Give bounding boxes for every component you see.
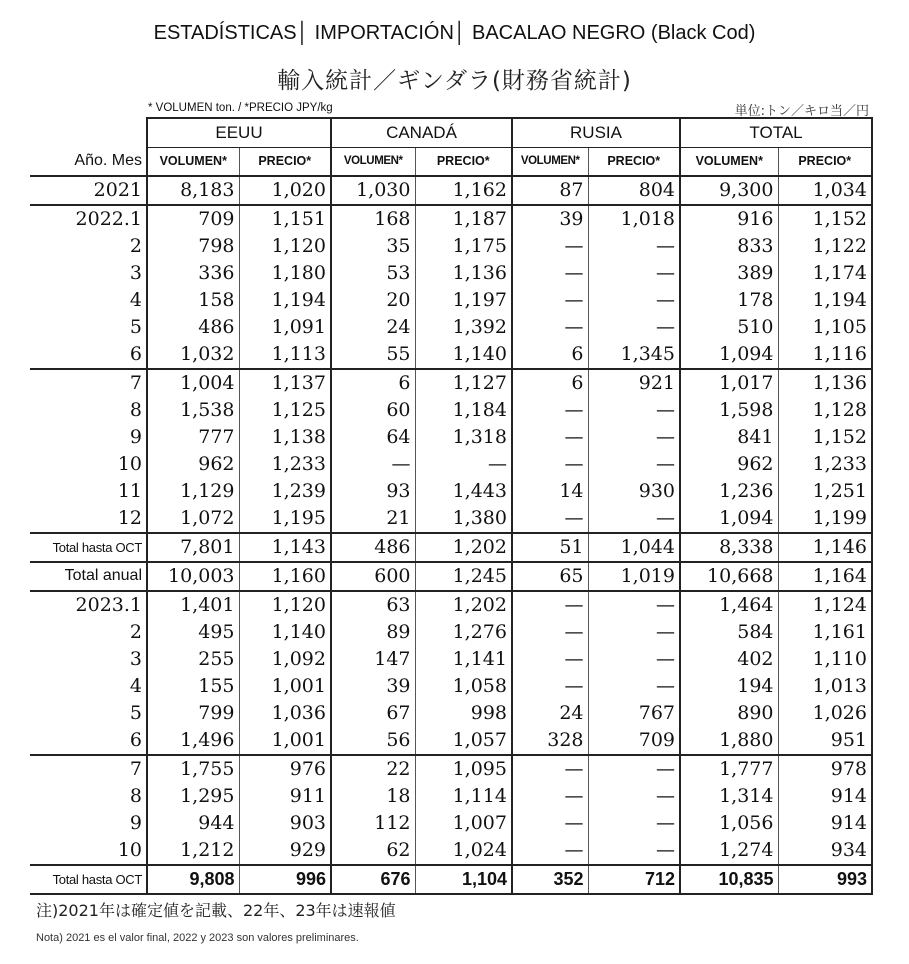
table-row <box>30 451 872 478</box>
volume-cell: 18 <box>331 783 415 810</box>
group-header-eeuu: EEUU <box>147 118 331 148</box>
units-note: * VOLUMEN ton. / *PRECIO JPY/kg <box>148 102 333 114</box>
price-cell: — <box>588 397 680 424</box>
table-row <box>30 397 872 424</box>
price-cell: 1,195 <box>239 505 331 533</box>
row-label: 7 <box>30 755 147 783</box>
volume-cell: 1,401 <box>147 591 239 619</box>
volume-cell: 1,496 <box>147 727 239 755</box>
price-cell: 1,137 <box>239 369 331 397</box>
table-row <box>30 505 872 533</box>
group-header-total: TOTAL <box>680 118 872 148</box>
price-cell: 1,120 <box>239 233 331 260</box>
volume-cell: — <box>512 619 588 646</box>
volume-cell: 962 <box>680 451 778 478</box>
price-cell: 921 <box>588 369 680 397</box>
table-row <box>30 673 872 700</box>
price-cell: 934 <box>778 837 872 865</box>
volume-cell: 1,017 <box>680 369 778 397</box>
footnote-japanese: 注)2021年は確定値を記載、22年、23年は速報値 <box>36 901 396 920</box>
price-cell: 1,140 <box>415 341 512 369</box>
row-label: 9 <box>129 812 142 834</box>
price-cell: 1,233 <box>239 451 331 478</box>
table-row <box>30 176 872 205</box>
volume-cell: 600 <box>331 562 415 591</box>
price-cell: 903 <box>239 810 331 837</box>
volume-cell: 402 <box>680 646 778 673</box>
volume-cell: 178 <box>680 287 778 314</box>
table-row <box>30 837 872 865</box>
price-cell: 1,091 <box>239 314 331 341</box>
price-cell: 1,136 <box>415 260 512 287</box>
volume-cell: 1,598 <box>680 397 778 424</box>
volume-cell: 841 <box>680 424 778 451</box>
volume-cell: 916 <box>680 205 778 233</box>
volume-cell: 1,072 <box>147 505 239 533</box>
volume-cell: 6 <box>512 341 588 369</box>
price-cell: 1,136 <box>778 369 872 397</box>
price-cell: 1,345 <box>588 341 680 369</box>
price-cell: — <box>588 755 680 783</box>
price-cell: 1,162 <box>415 176 512 205</box>
volume-cell: 1,032 <box>147 341 239 369</box>
volume-cell: 676 <box>331 865 415 894</box>
table-row <box>30 424 872 451</box>
volume-cell: — <box>512 287 588 314</box>
price-cell: 1,095 <box>415 755 512 783</box>
volume-cell: 1,274 <box>680 837 778 865</box>
row-label: 6 <box>129 729 142 751</box>
volume-cell: 962 <box>147 451 239 478</box>
volume-cell: — <box>512 837 588 865</box>
volume-cell: 89 <box>331 619 415 646</box>
volume-cell: 486 <box>147 314 239 341</box>
price-cell: — <box>588 314 680 341</box>
volume-cell: — <box>512 591 588 619</box>
price-cell: — <box>588 646 680 673</box>
group-header-rusia: RUSIA <box>512 118 680 148</box>
price-cell: 929 <box>239 837 331 865</box>
price-cell: — <box>588 673 680 700</box>
price-cell: 1,104 <box>415 865 512 894</box>
volume-cell: 890 <box>680 700 778 727</box>
volume-cell: 777 <box>147 424 239 451</box>
price-cell: 1,380 <box>415 505 512 533</box>
volume-cell: 65 <box>512 562 588 591</box>
volume-cell: — <box>331 451 415 478</box>
volume-cell: 10,835 <box>680 865 778 894</box>
price-cell: — <box>588 783 680 810</box>
volume-cell: — <box>512 646 588 673</box>
price-cell: 1,143 <box>239 533 331 562</box>
volume-cell: — <box>512 505 588 533</box>
price-cell: 1,116 <box>778 341 872 369</box>
row-label: 5 <box>129 316 142 338</box>
volume-cell: 56 <box>331 727 415 755</box>
price-cell: 1,124 <box>778 591 872 619</box>
price-cell: 1,013 <box>778 673 872 700</box>
table-row <box>30 533 872 562</box>
volume-cell: 93 <box>331 478 415 505</box>
volume-cell: 328 <box>512 727 588 755</box>
price-cell: 1,036 <box>239 700 331 727</box>
volume-cell: 64 <box>331 424 415 451</box>
price-cell: 1,392 <box>415 314 512 341</box>
import-statistics-table <box>30 117 873 895</box>
volume-cell: 1,777 <box>680 755 778 783</box>
price-cell: 1,020 <box>239 176 331 205</box>
volume-cell: 1,538 <box>147 397 239 424</box>
table-row <box>30 478 872 505</box>
volume-cell: 944 <box>147 810 239 837</box>
price-cell: 1,034 <box>778 176 872 205</box>
volume-cell: 60 <box>331 397 415 424</box>
volume-cell: — <box>512 755 588 783</box>
price-cell: 978 <box>778 755 872 783</box>
volume-cell: 8,338 <box>680 533 778 562</box>
price-cell: 993 <box>778 865 872 894</box>
price-cell: 1,138 <box>239 424 331 451</box>
price-cell: 1,174 <box>778 260 872 287</box>
row-label: 3 <box>129 262 142 284</box>
volume-cell: 1,030 <box>331 176 415 205</box>
price-cell: 1,044 <box>588 533 680 562</box>
row-label: Total hasta OCT <box>30 533 147 562</box>
row-label: 6 <box>129 343 142 365</box>
volume-cell: — <box>512 673 588 700</box>
row-label: 2 <box>129 621 142 643</box>
volume-cell: 510 <box>680 314 778 341</box>
price-cell: 1,202 <box>415 591 512 619</box>
table-row <box>30 287 872 314</box>
sub-header-volumen: VOLUMEN* <box>680 148 778 176</box>
price-cell: 930 <box>588 478 680 505</box>
price-cell: 1,175 <box>415 233 512 260</box>
volume-cell: 1,056 <box>680 810 778 837</box>
sub-header-volumen: VOLUMEN* <box>147 148 239 176</box>
table-row <box>30 260 872 287</box>
volume-cell: 1,094 <box>680 505 778 533</box>
price-cell: 914 <box>778 810 872 837</box>
volume-cell: 20 <box>331 287 415 314</box>
volume-cell: 87 <box>512 176 588 205</box>
volume-cell: 51 <box>512 533 588 562</box>
price-cell: — <box>588 233 680 260</box>
volume-cell: 1,094 <box>680 341 778 369</box>
volume-cell: 24 <box>512 700 588 727</box>
volume-cell: 147 <box>331 646 415 673</box>
price-cell: 1,128 <box>778 397 872 424</box>
table-row <box>30 727 872 755</box>
volume-cell: 1,295 <box>147 783 239 810</box>
volume-cell: 1,236 <box>680 478 778 505</box>
table-row <box>30 810 872 837</box>
price-cell: 1,233 <box>778 451 872 478</box>
volume-cell: 833 <box>680 233 778 260</box>
table-row <box>30 646 872 673</box>
volume-cell: 1,129 <box>147 478 239 505</box>
group-header-canada: CANADÁ <box>331 118 512 148</box>
price-cell: 1,001 <box>239 673 331 700</box>
volume-cell: 9,300 <box>680 176 778 205</box>
price-cell: — <box>588 619 680 646</box>
price-cell: 996 <box>239 865 331 894</box>
sub-header-precio: PRECIO* <box>778 148 872 176</box>
volume-cell: 1,004 <box>147 369 239 397</box>
volume-cell: 389 <box>680 260 778 287</box>
volume-cell: 336 <box>147 260 239 287</box>
row-label: 2021 <box>30 176 147 205</box>
volume-cell: — <box>512 424 588 451</box>
price-cell: 1,018 <box>588 205 680 233</box>
volume-cell: 112 <box>331 810 415 837</box>
price-cell: 1,024 <box>415 837 512 865</box>
price-cell: 1,180 <box>239 260 331 287</box>
volume-cell: 10,003 <box>147 562 239 591</box>
table-body <box>30 176 872 894</box>
volume-cell: 255 <box>147 646 239 673</box>
volume-cell: — <box>512 810 588 837</box>
price-cell: 1,187 <box>415 205 512 233</box>
volume-cell: 14 <box>512 478 588 505</box>
volume-cell: 495 <box>147 619 239 646</box>
price-cell: 1,276 <box>415 619 512 646</box>
volume-cell: 1,880 <box>680 727 778 755</box>
row-label: 12 <box>117 507 142 529</box>
price-cell: 1,194 <box>778 287 872 314</box>
table-row <box>30 783 872 810</box>
table-row <box>30 755 872 783</box>
price-cell: 1,202 <box>415 533 512 562</box>
table-row <box>30 865 872 894</box>
volume-cell: 1,755 <box>147 755 239 783</box>
price-cell: 1,058 <box>415 673 512 700</box>
row-label: 7 <box>30 369 147 397</box>
volume-cell: 798 <box>147 233 239 260</box>
table-row <box>30 369 872 397</box>
price-cell: 1,318 <box>415 424 512 451</box>
header-corner <box>30 118 147 148</box>
volume-cell: 39 <box>331 673 415 700</box>
row-label: 2 <box>129 235 142 257</box>
price-cell: 1,199 <box>778 505 872 533</box>
price-cell: — <box>588 505 680 533</box>
row-label: 2023.1 <box>30 591 147 619</box>
price-cell: 976 <box>239 755 331 783</box>
price-cell: 1,007 <box>415 810 512 837</box>
price-cell: 1,443 <box>415 478 512 505</box>
price-cell: 1,152 <box>778 424 872 451</box>
price-cell: 998 <box>415 700 512 727</box>
price-cell: 709 <box>588 727 680 755</box>
sub-header-volumen: VOLUMEN* <box>331 148 415 176</box>
volume-cell: 6 <box>331 369 415 397</box>
sub-header-precio: PRECIO* <box>239 148 331 176</box>
price-cell: 1,127 <box>415 369 512 397</box>
volume-cell: 55 <box>331 341 415 369</box>
price-cell: 1,141 <box>415 646 512 673</box>
volume-cell: 39 <box>512 205 588 233</box>
volume-cell: 6 <box>512 369 588 397</box>
volume-cell: 709 <box>147 205 239 233</box>
sub-header-precio: PRECIO* <box>415 148 512 176</box>
table-row <box>30 591 872 619</box>
volume-cell: 584 <box>680 619 778 646</box>
row-label: 3 <box>129 648 142 670</box>
row-label: 8 <box>129 785 142 807</box>
row-label: 2022.1 <box>30 205 147 233</box>
price-cell: 1,184 <box>415 397 512 424</box>
price-cell: 1,114 <box>415 783 512 810</box>
table-row <box>30 619 872 646</box>
price-cell: 1,140 <box>239 619 331 646</box>
volume-cell: — <box>512 314 588 341</box>
price-cell: — <box>588 260 680 287</box>
price-cell: 1,161 <box>778 619 872 646</box>
row-label: 5 <box>129 702 142 724</box>
volume-cell: 194 <box>680 673 778 700</box>
volume-cell: 352 <box>512 865 588 894</box>
table-row <box>30 562 872 591</box>
price-cell: 1,113 <box>239 341 331 369</box>
volume-cell: — <box>512 233 588 260</box>
price-cell: 1,019 <box>588 562 680 591</box>
price-cell: 1,125 <box>239 397 331 424</box>
price-cell: — <box>588 451 680 478</box>
row-label: Total hasta OCT <box>30 865 147 894</box>
table-row <box>30 700 872 727</box>
volume-cell: — <box>512 260 588 287</box>
price-cell: 1,026 <box>778 700 872 727</box>
price-cell: 1,151 <box>239 205 331 233</box>
volume-cell: 7,801 <box>147 533 239 562</box>
price-cell: 1,194 <box>239 287 331 314</box>
price-cell: 1,197 <box>415 287 512 314</box>
price-cell: 1,001 <box>239 727 331 755</box>
price-cell: 1,160 <box>239 562 331 591</box>
price-cell: — <box>588 287 680 314</box>
row-header-label: Año. Mes <box>30 148 147 176</box>
volume-cell: 486 <box>331 533 415 562</box>
price-cell: 767 <box>588 700 680 727</box>
volume-cell: — <box>512 451 588 478</box>
volume-cell: 63 <box>331 591 415 619</box>
row-label: 10 <box>117 453 142 475</box>
volume-cell: 158 <box>147 287 239 314</box>
row-label: 4 <box>129 289 142 311</box>
table-row <box>30 233 872 260</box>
price-cell: 1,239 <box>239 478 331 505</box>
table-row <box>30 314 872 341</box>
row-label: 8 <box>129 399 142 421</box>
price-cell: — <box>588 591 680 619</box>
table-row <box>30 205 872 233</box>
volume-cell: 35 <box>331 233 415 260</box>
footnote-spanish: Nota) 2021 es el valor final, 2022 y 2023 son valores preliminares. <box>36 932 359 944</box>
volume-cell: 22 <box>331 755 415 783</box>
price-cell: 951 <box>778 727 872 755</box>
row-label: 4 <box>129 675 142 697</box>
volume-cell: 67 <box>331 700 415 727</box>
price-cell: 1,245 <box>415 562 512 591</box>
row-label: 10 <box>117 839 142 861</box>
volume-cell: 168 <box>331 205 415 233</box>
price-cell: 804 <box>588 176 680 205</box>
row-label: 9 <box>129 426 142 448</box>
volume-cell: 53 <box>331 260 415 287</box>
volume-cell: 1,314 <box>680 783 778 810</box>
volume-cell: 24 <box>331 314 415 341</box>
row-label: 11 <box>117 480 142 502</box>
table-row <box>30 341 872 369</box>
price-cell: 712 <box>588 865 680 894</box>
price-cell: 1,092 <box>239 646 331 673</box>
japanese-title: 輸入統計／ギンダラ(財務省統計) <box>277 68 632 94</box>
volume-cell: 21 <box>331 505 415 533</box>
volume-cell: 1,212 <box>147 837 239 865</box>
volume-cell: 1,464 <box>680 591 778 619</box>
price-cell: 1,146 <box>778 533 872 562</box>
row-label: Total anual <box>30 562 147 591</box>
volume-cell: 62 <box>331 837 415 865</box>
volume-cell: 8,183 <box>147 176 239 205</box>
price-cell: 1,152 <box>778 205 872 233</box>
sub-header-volumen: VOLUMEN* <box>512 148 588 176</box>
units-note-japanese: 単位:トン／キロ当／円 <box>734 104 869 119</box>
price-cell: 1,122 <box>778 233 872 260</box>
volume-cell: — <box>512 397 588 424</box>
page-title: ESTADÍSTICAS│ IMPORTACIÓN│ BACALAO NEGRO (Black Cod) <box>153 22 756 44</box>
price-cell: 1,105 <box>778 314 872 341</box>
price-cell: 1,120 <box>239 591 331 619</box>
volume-cell: 9,808 <box>147 865 239 894</box>
price-cell: — <box>588 810 680 837</box>
sub-header-precio: PRECIO* <box>588 148 680 176</box>
price-cell: 914 <box>778 783 872 810</box>
price-cell: 1,110 <box>778 646 872 673</box>
price-cell: 1,164 <box>778 562 872 591</box>
volume-cell: 155 <box>147 673 239 700</box>
price-cell: — <box>588 837 680 865</box>
volume-cell: 799 <box>147 700 239 727</box>
price-cell: 1,057 <box>415 727 512 755</box>
price-cell: 911 <box>239 783 331 810</box>
price-cell: — <box>588 424 680 451</box>
price-cell: 1,251 <box>778 478 872 505</box>
volume-cell: 10,668 <box>680 562 778 591</box>
price-cell: — <box>415 451 512 478</box>
volume-cell: — <box>512 783 588 810</box>
